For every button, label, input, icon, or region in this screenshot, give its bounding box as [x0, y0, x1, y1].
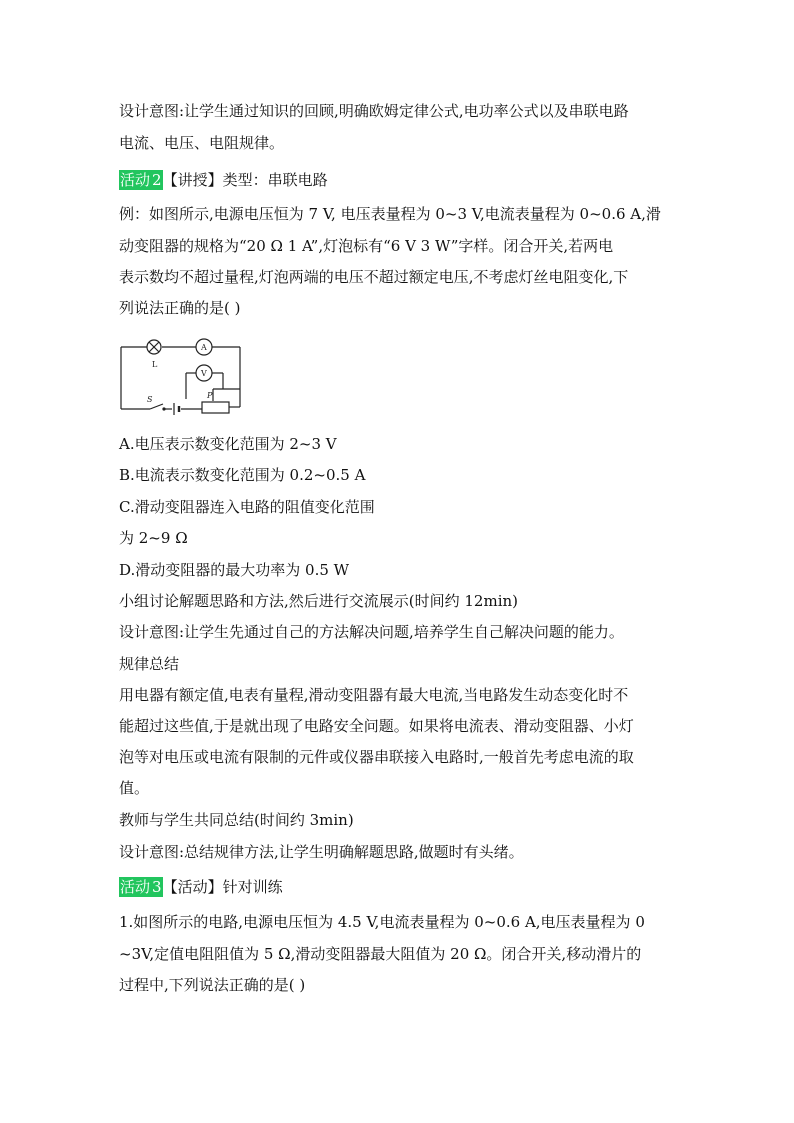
battery-icon: [174, 403, 179, 415]
rule-summary-line-3: 泡等对电压或电流有限制的元件或仪器串联接入电路时,一般首先考虑电流的取: [119, 748, 634, 766]
example-line-3: 表示数均不超过量程,灯泡两端的电压不超过额定电压,不考虑灯丝电阻变化,下: [119, 268, 629, 286]
example-line-1: 例：如图所示,电源电压恒为 7 V, 电压表量程为 0~3 V,电流表量程为 0~0.6 A,滑: [119, 205, 661, 223]
example-line-2: 动变阻器的规格为“20 Ω 1 A”,灯泡标有“6 V 3 W”字样。闭合开关,若两电: [119, 237, 614, 255]
exercise-1-line-3: 过程中,下列说法正确的是( ): [119, 976, 306, 994]
slider-label: P: [207, 391, 213, 400]
voltmeter-label: V: [201, 369, 207, 378]
group-discussion-line: 小组讨论解题思路和方法,然后进行交流展示(时间约 12min): [119, 592, 519, 610]
activity-2-number: 2: [152, 171, 162, 189]
option-c-line-2: 为 2~9 Ω: [119, 529, 188, 547]
design-intent-line-2: 电流、电压、电阻规律。: [119, 134, 285, 152]
design-intent-line-4: 设计意图:总结规律方法,让学生明确解题思路,做题时有头绪。: [119, 843, 524, 861]
design-intent-line-3: 设计意图:让学生先通过自己的方法解决问题,培养学生自己解决问题的能力。: [119, 623, 624, 641]
example-line-4: 列说法正确的是( ): [119, 299, 241, 317]
activity-2-heading: [119, 170, 689, 190]
switch-label: S: [147, 395, 153, 404]
activity-3-heading: [119, 877, 689, 897]
exercise-1-line-1: 1.如图所示的电路,电源电压恒为 4.5 V,电流表量程为 0~0.6 A,电压表量程为 0: [119, 913, 645, 931]
activity-2-title: 【讲授】类型：串联电路: [162, 171, 328, 189]
teacher-summary-line: 教师与学生共同总结(时间约 3min): [119, 811, 354, 829]
design-intent-line-1: 设计意图:让学生通过知识的回顾,明确欧姆定律公式,电功率公式以及串联电路: [119, 102, 629, 120]
rule-summary-line-4: 值。: [119, 779, 150, 797]
option-b: B.电流表示数变化范围为 0.2~0.5 A: [119, 466, 366, 484]
rule-summary-line-2: 能超过这些值,于是就出现了电路安全问题。如果将电流表、滑动变阻器、小灯: [119, 717, 634, 735]
activity-3-number: 3: [152, 878, 162, 896]
activity-3-title: 【活动】针对训练: [162, 878, 283, 896]
rule-summary-heading: 规律总结: [119, 655, 180, 673]
option-c-line-1: C.滑动变阻器连入电路的阻值变化范围: [119, 498, 375, 516]
activity-2-tag: 活动: [120, 171, 151, 189]
switch-icon: [150, 404, 165, 410]
ammeter-label: A: [201, 343, 207, 352]
lamp-label: L: [152, 360, 158, 369]
exercise-1-line-2: ~3V,定值电阻阻值为 5 Ω,滑动变阻器最大阻值为 20 Ω。闭合开关,移动滑片的: [119, 945, 642, 963]
circuit-diagram: [118, 329, 248, 415]
lamp-icon: [147, 340, 161, 354]
activity-3-tag: 活动: [120, 878, 151, 896]
option-d: D.滑动变阻器的最大功率为 0.5 W: [119, 561, 350, 579]
rule-summary-line-1: 用电器有额定值,电表有量程,滑动变阻器有最大电流,当电路发生动态变化时不: [119, 686, 629, 704]
option-a: A.电压表示数变化范围为 2~3 V: [119, 435, 337, 453]
